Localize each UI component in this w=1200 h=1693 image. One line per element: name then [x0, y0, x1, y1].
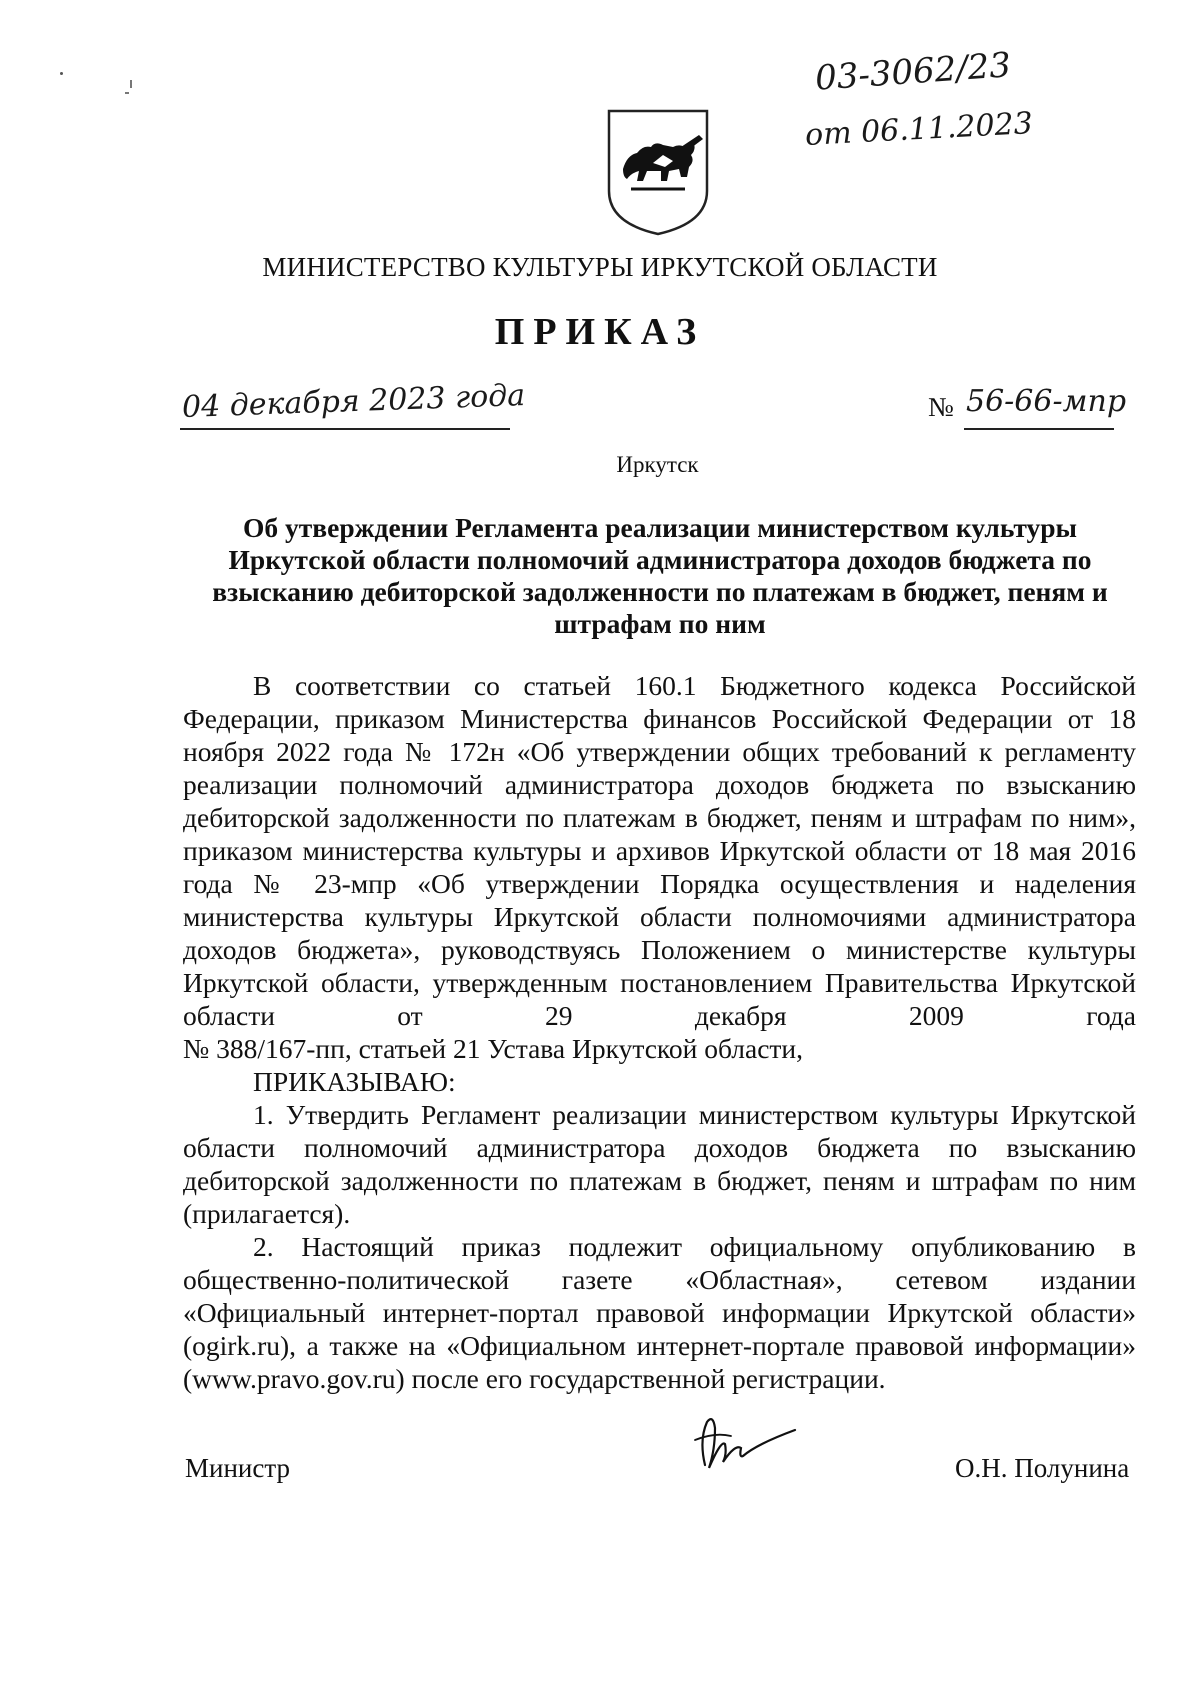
order-number: 56-66-мпр — [966, 384, 1127, 419]
document-title: ПРИКАЗ — [494, 311, 706, 353]
coat-of-arms-emblem — [603, 107, 713, 237]
number-sign: № — [928, 392, 954, 422]
order-word: ПРИКАЗЫВАЮ: — [253, 1066, 456, 1097]
city: Иркутск — [616, 452, 699, 477]
order-subject: Об утверждении Регламента реализации министерством культуры Иркутской области полномочий администратора доходов бюджета по взысканию дебиторской задолженности по платежам в бюджет, пеням и штрафам по ним — [212, 512, 1108, 639]
signatory-title: Министр — [185, 1453, 290, 1483]
item-2: 2. Настоящий приказ подлежит официальному опубликованию в общественно-политической газете «Областная», сетевом издании «Официальный интернет-портал правовой информации Иркутской области» (ogirk.ru), а также на «Официальном интернет-портале правовой информации» (www.pravo.gov.ru) после его государственной регистрации. — [183, 1231, 1136, 1394]
ministry-name: МИНИСТЕРСТВО КУЛЬТУРЫ ИРКУТСКОЙ ОБЛАСТИ — [262, 252, 938, 282]
preamble-paragraph: В соответствии со статьей 160.1 Бюджетного кодекса Российской Федерации, приказом Министерства финансов Российской Федерации от 18 ноября 2022 года № 172н «Об утверждении общих требований к регламенту реализации полномочий администратора доходов бюджета по взысканию дебиторской задолженности по платежам в бюджет, пеням и штрафам по ним», приказом министерства культуры и архивов Иркутской области от 18 мая 2016 года № 23-мпр «Об утверждении Порядка осуществления и наделения министерства культуры Иркутской области полномочиями администратора доходов бюджета», руководствуясь Положением о министерстве культуры Иркутской области, утвержденным постановлением Правительства Иркутской области от 29 декабря 2009 года — [183, 670, 1136, 1031]
registration-date: от 06.11.2023 — [804, 106, 1034, 153]
registration-number: 03-3062/23 — [813, 45, 1013, 99]
handwritten-signature — [685, 1410, 800, 1480]
order-date: 04 декабря 2023 года — [181, 378, 526, 425]
preamble-end: № 388/167-пп, статьей 21 Устава Иркутской области, — [183, 1033, 804, 1064]
signatory-name: О.Н. Полунина — [955, 1453, 1130, 1483]
item-1: 1. Утвердить Регламент реализации министерством культуры Иркутской области полномочий администратора доходов бюджета по взысканию дебиторской задолженности по платежам в бюджет, пеням и штрафам по ним (прилагается). — [183, 1099, 1136, 1229]
scan-speck — [125, 92, 129, 94]
order-body — [183, 669, 1136, 1395]
scan-speck — [60, 72, 63, 75]
scan-speck — [130, 80, 132, 88]
